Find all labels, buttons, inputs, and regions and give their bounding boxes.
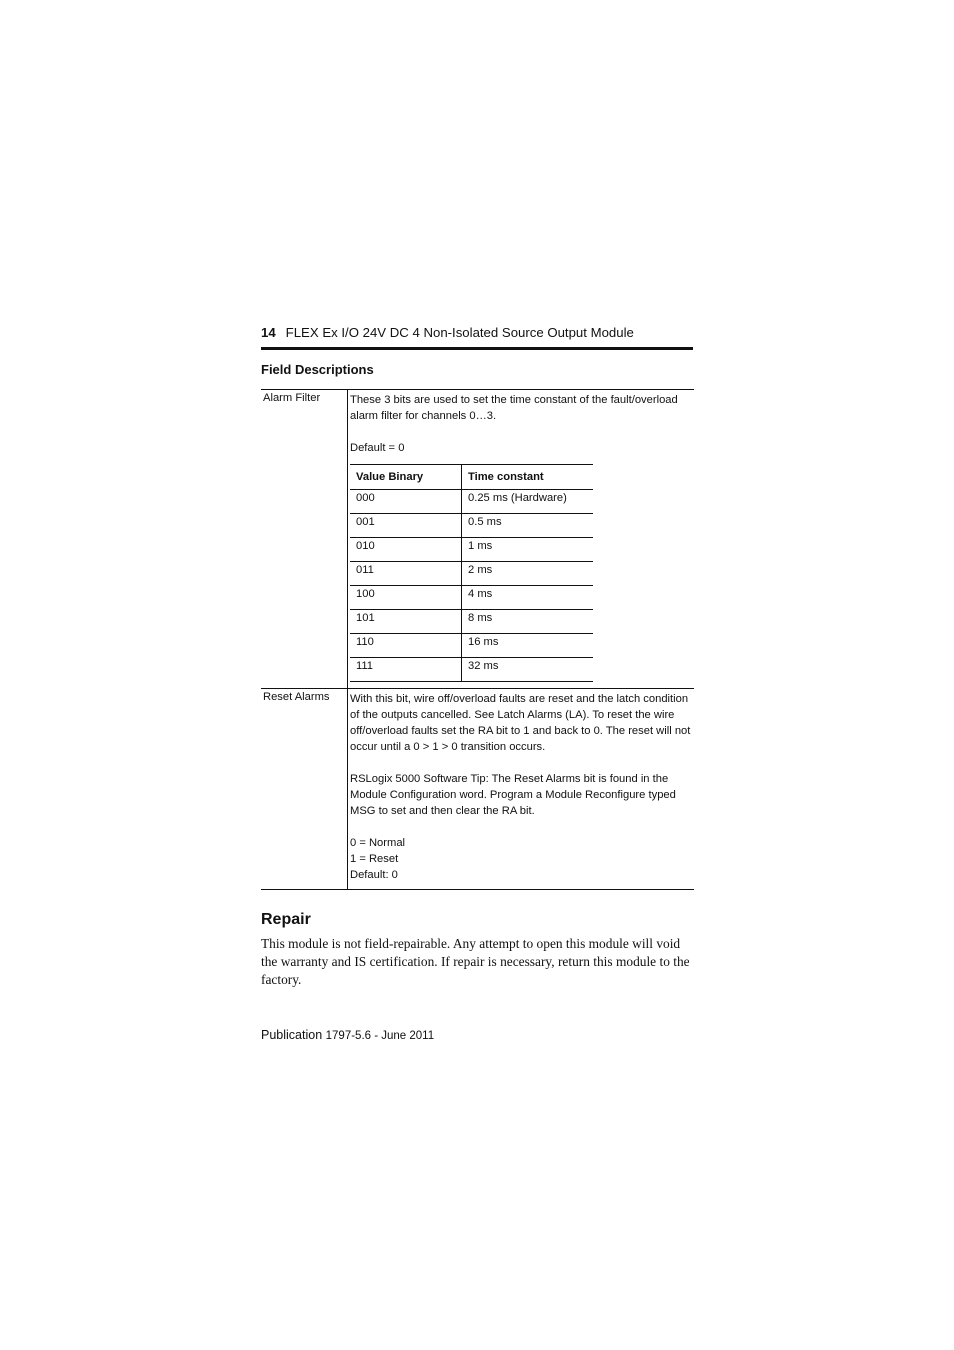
table-cell: 4 ms [462,586,594,610]
table-cell: 8 ms [462,610,594,634]
repair-heading: Repair [261,911,311,928]
value-line: 0 = Normal [350,837,406,849]
description-paragraph: With this bit, wire off/overload faults are reset and the latch condition of the outputs cancelled. See Latch Alarms (LA). To reset the wire off/overload faults set the RA bit to 1 and back to 0. The reset will not occur until a 0 > 1 > 0 transition occurs. [350,693,691,753]
table-row [350,586,593,610]
publication-footer [261,1028,434,1042]
repair-paragraph: This module is not field-repairable. Any attempt to open this module will void the warranty and IS certification. If repair is necessary, return this module to the factory. [261,936,690,987]
field-description [348,390,695,689]
field-descriptions-table [261,389,694,890]
table-cell: 101 [350,610,462,634]
field-row-alarm-filter [261,390,694,689]
section-label: Field Descriptions [261,362,374,377]
header-rule [261,347,693,350]
time-constant-table [350,464,593,682]
table-cell: 0.5 ms [462,514,594,538]
value-line: Default: 0 [350,869,398,881]
field-row-reset-alarms [261,689,694,890]
description-default: Default = 0 [350,442,405,454]
table-row [350,490,593,514]
table-row [350,610,593,634]
table-cell: 2 ms [462,562,594,586]
table-row [350,538,593,562]
table-row [350,514,593,538]
table-cell: 16 ms [462,634,594,658]
table-cell: 001 [350,514,462,538]
table-cell: 32 ms [462,658,594,682]
publication-number: 1797-5.6 - June 2011 [325,1030,435,1042]
field-name: Reset Alarms [261,689,348,890]
table-cell: 111 [350,658,462,682]
table-cell: 010 [350,538,462,562]
table-row [350,634,593,658]
description-paragraph: RSLogix 5000 Software Tip: The Reset Alarms bit is found in the Module Configuration word. Program a Module Reconfigure typed MSG to set and then clear the RA bit. [350,773,676,817]
table-header-row [350,465,593,490]
table-cell: 0.25 ms (Hardware) [462,490,594,514]
running-header [261,325,693,340]
table-row [350,562,593,586]
footer-label: Publication [261,1028,323,1042]
table-cell: 110 [350,634,462,658]
field-name: Alarm Filter [261,390,348,689]
table-row [350,658,593,682]
table-cell: 100 [350,586,462,610]
description-paragraph: These 3 bits are used to set the time constant of the fault/overload alarm filter for channels 0…3. [350,394,678,422]
page-number: 14 [261,325,276,340]
column-header: Value Binary [350,465,462,490]
field-description [348,689,695,890]
value-line: 1 = Reset [350,853,399,865]
table-cell: 1 ms [462,538,594,562]
table-cell: 000 [350,490,462,514]
header-title: FLEX Ex I/O 24V DC 4 Non-Isolated Source Output Module [285,325,634,340]
column-header: Time constant [462,465,594,490]
table-cell: 011 [350,562,462,586]
